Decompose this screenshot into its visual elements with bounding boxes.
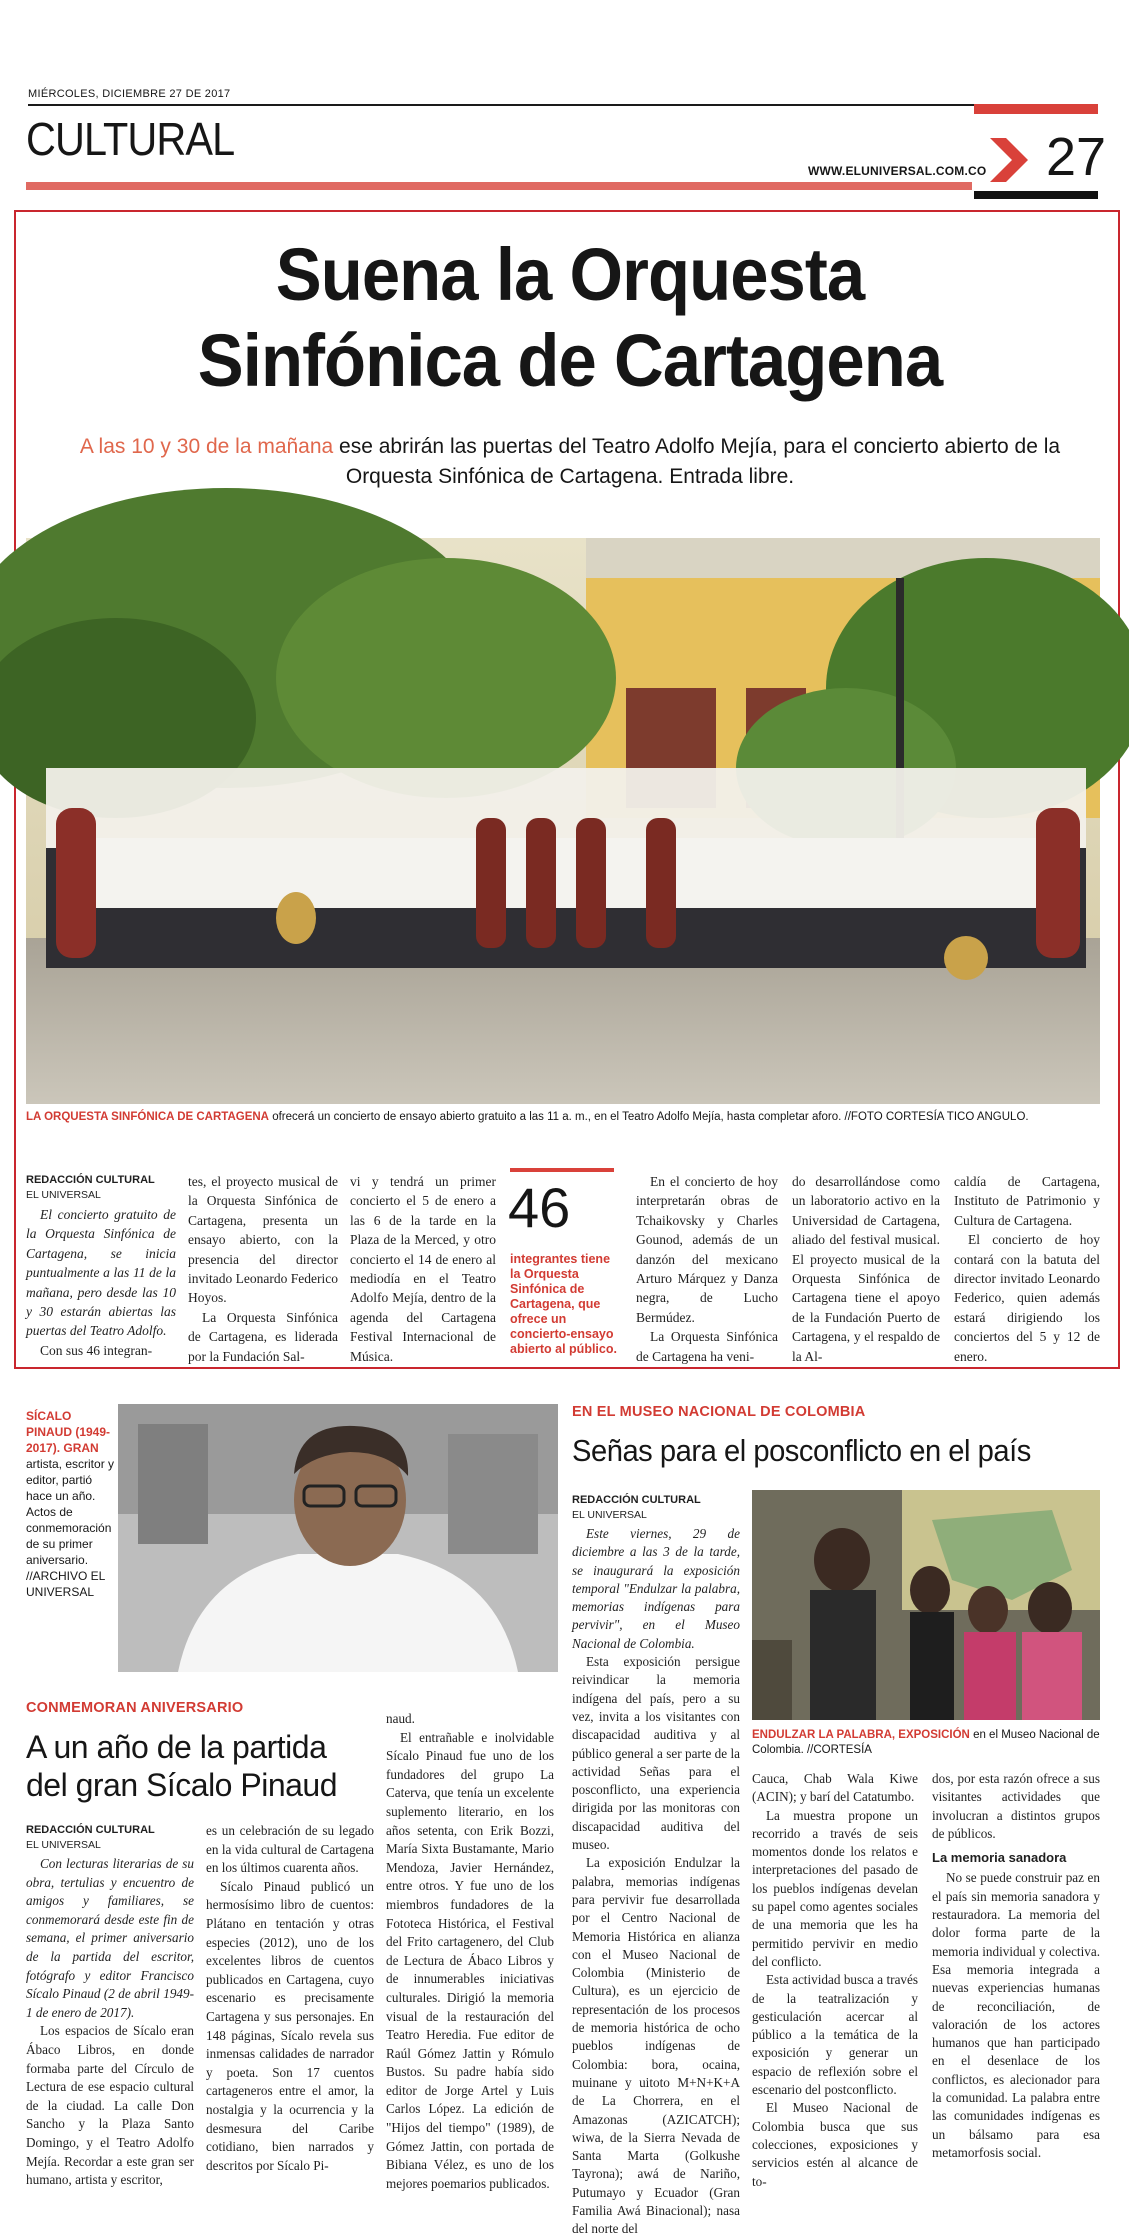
section-title: CULTURAL — [26, 113, 235, 165]
subhead: La memoria sanadora — [932, 1850, 1067, 1866]
paragraph: La Orquesta Sinfónica de Cartagena ha veni- — [636, 1329, 778, 1364]
main-column-1 — [26, 1172, 176, 1360]
paragraph: Esta actividad busca a través de la teatralización y gesticulación acercar al público a la temática de la exposición y generar un espacio de reflexión sobre el escenario del postconflicto. — [752, 1972, 918, 2098]
issue-date: MIÉRCOLES, DICIEMBRE 27 DE 2017 — [28, 88, 231, 100]
museo-column-3 — [932, 1770, 1100, 2162]
museo-photo — [752, 1490, 1100, 1720]
header-rule — [28, 104, 1098, 106]
red-arrow-icon — [984, 134, 1044, 186]
byline: REDACCIÓN CULTURAL — [26, 1824, 155, 1836]
paragraph: caldía de Cartagena, Instituto de Patrimonio y Cultura de Cartagena. — [954, 1174, 1100, 1228]
photo-caption — [26, 1110, 1100, 1125]
byline-outlet: EL UNIVERSAL — [572, 1509, 647, 1521]
paragraph: Con sus 46 integran- — [40, 1342, 153, 1358]
orchestra-photo — [26, 538, 1100, 1104]
header-accent-bar — [974, 104, 1098, 114]
paragraph: do desarrollándose como un laboratorio activo en la Universidad de Cartagena, aliado del festival musical. El proyecto musical de la Orquesta Sinfónica de Cartagena tiene el apoyo de la Fundación Puerto de Cartagena, y el respaldo de la Al- — [792, 1174, 940, 1364]
stat-rule — [510, 1168, 614, 1172]
museo-kicker: EN EL MUSEO NACIONAL DE COLOMBIA — [572, 1404, 866, 1420]
pinaud-column-3 — [386, 1710, 554, 2193]
byline: REDACCIÓN CULTURAL — [572, 1494, 701, 1506]
paragraph: El Museo Nacional de Colombia busca que sus colecciones, exposiciones y servicios estén al alcance de to- — [752, 2100, 918, 2189]
main-column-2 — [188, 1172, 338, 1366]
lead-paragraph: Este viernes, 29 de diciembre a las 3 de la tarde, se inaugurará la exposición temporal "Endulzar la palabra, memorias indígenas para pervivir", en el Museo Nacional de Colombia. — [572, 1526, 740, 1651]
side-caption-lead: SÍCALO PINAUD (1949-2017). GRAN — [26, 1409, 111, 1455]
paragraph: El concierto de hoy contará con la batuta del director invitado Leonardo Federico, quien además estará dirigiendo los conciertos del 5 y 12 de enero. — [954, 1232, 1100, 1364]
paragraph: naud. — [386, 1711, 415, 1726]
paragraph: En el concierto de hoy interpretarán obras de Tchaikovsky y Charles Gounod, además de un danzón del mexicano Arturo Márquez y Danza negra, de Lucho Bermúdez. — [636, 1174, 778, 1325]
main-deck — [40, 432, 1100, 492]
headline-line-1: Suena la Orquesta — [275, 233, 865, 316]
museo-column-2 — [752, 1770, 918, 2191]
byline-outlet: EL UNIVERSAL — [26, 1839, 101, 1851]
paragraph: Los espacios de Sícalo eran Ábaco Libros, en donde formaba parte del Círculo de Lectura de ese espacio cultural de la ciudad. La calle Don Sancho y la Plaza Santo Domingo, y el Teatro Adolfo Mejía. Recordar a este gran ser humano, artista y escritor, — [26, 2023, 194, 2188]
paragraph: Cauca, Chab Wala Kiwe (ACIN); y barí del Catatumbo. — [752, 1771, 918, 1805]
main-column-3 — [350, 1172, 496, 1366]
page-number: 27 — [1046, 127, 1107, 187]
side-caption-text: artista, escritor y editor, partió hace un año. Actos de conmemoración de su primer aniversario. //ARCHIVO EL UNIVERSAL — [26, 1457, 115, 1599]
paragraph: dos, por esta razón ofrece a sus visitantes actividades que involucran a distintos grupos de públicos. — [932, 1771, 1100, 1841]
section-red-bar — [26, 182, 972, 190]
caption-text: ofrecerá un concierto de ensayo abierto gratuito a las 11 a. m., en el Teatro Adolfo Mejía, hasta completar aforo. //FOTO CORTESÍA TICO ANGULO. — [269, 1111, 1029, 1123]
caption-lead: ENDULZAR LA PALABRA, EXPOSICIÓN — [752, 1729, 970, 1741]
museo-headline: Señas para el posconflicto en el país — [572, 1433, 1031, 1468]
pinaud-photo — [118, 1404, 558, 1672]
pinaud-side-caption — [26, 1408, 116, 1600]
caption-lead: LA ORQUESTA SINFÓNICA DE CARTAGENA — [26, 1111, 269, 1123]
paragraph: La Orquesta Sinfónica de Cartagena, es liderada por la Fundación Sal- — [188, 1309, 338, 1364]
paragraph: El entrañable e inolvidable Sícalo Pinaud fue uno de los fundadores del grupo La Caterva, que tenía un excelente suplemento literario, en los años setenta, con Erik Bozzi, María Sixta Bustamante, Mario Mendoza, Javier Hernández, entre otros. Y fue uno de los miembros fundadores de la Fototeca Histórica, el Festival del Frito cartagenero, del Club de Lectura de Ábaco Libros y de innumerables iniciativas culturales. Dirigió la memoria visual de la restauración del Teatro Heredia. Fue editor de Raúl Gómez Jattin y Rómulo Bustos. Su padre había sido editor de Jorge Artel y Luis Carlos López. La edición de "Hijos del tiempo" (1989), de Gómez Jattin, con portada de Bibiana Vélez, es uno de los mejores poemarios publicados. — [386, 1729, 554, 2191]
lead-paragraph: Con lecturas literarias de su obra, tertulias y encuentro de amigos y familiares, se conmemorará desde este fin de semana, el primer aniversario de la partida del escritor, fotógrafo y editor Francisco Sícalo Pinaud (2 de abril 1949-1 de enero de 2017). — [26, 1856, 194, 2020]
paragraph: Sícalo Pinaud publicó un hermosísimo libro de cuentos: Plátano en tentación y otras especies (2012), uno de los excelentes libros de cuentos publicados en Cartagena, cuyo escenario es precisamente Cartagena y sus personajes. En 148 páginas, Sícalo revela sus inmensas calidades de narrador y poeta. Son 17 cuentos cartageneros entre el amor, la nostalgia y la ocurrencia y la desmesura del Caribe cotidiano, bien narrados y descritos por Sícalo Pi- — [206, 1878, 374, 2173]
paragraph: tes, el proyecto musical de la Orquesta Sinfónica de Cartagena, presenta un ensayo abierto, con la presencia del director invitado Leonardo Federico Hoyos. — [188, 1174, 338, 1306]
stat-number: 46 — [508, 1176, 571, 1239]
pinaud-kicker: CONMEMORAN ANIVERSARIO — [26, 1700, 244, 1716]
main-column-7 — [954, 1172, 1100, 1366]
byline: REDACCIÓN CULTURAL — [26, 1174, 155, 1186]
main-headline — [77, 232, 1063, 404]
museo-column-1 — [572, 1492, 740, 2239]
headline-line-2: Sinfónica de Cartagena — [197, 319, 943, 402]
site-url: WWW.ELUNIVERSAL.COM.CO — [808, 164, 987, 178]
paragraph: es un celebración de su legado en la vida cultural de Cartagena en los últimos cuarenta años. — [206, 1823, 374, 1876]
paragraph: vi y tendrá un primer concierto el 5 de enero a las 6 de la tarde en la Plaza de la Merced, y otro concierto el 14 de enero al mediodía en el Teatro Adolfo Mejía, dentro de la agenda del Cartagena Festival Internacional de Música. — [350, 1174, 496, 1364]
museo-photo-caption — [752, 1728, 1100, 1758]
paragraph: La exposición Endulzar la palabra, memorias indígenas para pervivir fue desarrollada por el Centro Nacional de Memoria Histórica en alianza con el Museo Nacional de Colombia (Ministerio de Cultura), es un ejercicio de representación de los procesos de memoria histórica de ocho pueblos indígenas de Colombia: bora, ocaina, muinane y uitoto M+N+K+A de La Chorrera, en el Amazonas (AZICATCH); wiwa, de la Sierra Nevada de Santa Marta (Golkushe Tayrona); awá de Nariño, Putumayo y Ecuador (Gran Familia Awá Binacional); nasa del norte del — [572, 1855, 740, 2237]
paragraph: La muestra propone un recorrido a través de seis momentos donde los relatos e interpretaciones del pasado de los pueblos indígenas develan su papel como agentes sociales de una memoria que les ha permitido pervivir en medio del conflicto. — [752, 1807, 918, 1969]
byline-outlet: EL UNIVERSAL — [26, 1189, 101, 1201]
deck-highlight: A las 10 y 30 de la mañana — [79, 435, 334, 458]
lead-paragraph: El concierto gratuito de la Orquesta Sinfónica de Cartagena, se inicia puntualmente a las 11 de la mañana, pero desde las 10 y 30 estarán abiertas las puertas del Teatro Adolfo. — [26, 1207, 176, 1339]
page-number-bar — [974, 191, 1098, 199]
deck-text: ese abrirán las puertas del Teatro Adolfo Mejía, para el concierto abierto de la Orquesta Sinfónica de Cartagena. Entrada libre. — [333, 435, 1061, 488]
pinaud-column-1 — [26, 1822, 194, 2190]
pinaud-headline: A un año de la partida del gran Sícalo Pinaud — [26, 1729, 337, 1803]
pinaud-column-2 — [206, 1822, 374, 2175]
caption-text: en el Museo Nacional de Colombia. //CORTESÍA — [752, 1729, 1100, 1756]
main-column-5 — [636, 1172, 778, 1366]
paragraph: Esta exposición persigue reivindicar la memoria indígena del país, pero a su vez, invita a los visitantes con discapacidad auditiva y al público general a ser parte de la actividad Señas para el posconflicto, una experiencia dirigida por las monitoras con discapacidad auditiva del museo. — [572, 1654, 740, 1853]
stat-text: integrantes tiene la Orquesta Sinfónica de Cartagena, que ofrece un concierto-ensayo abierto al público. — [510, 1252, 617, 1356]
paragraph: No se puede construir paz en el país sin memoria sanadora y restauradora. La memoria del dolor forma parte de la memoria individual y colectiva. Esa memoria integrada a nuevas experiencias humanas de reconciliación, de valoración de los actores humanos que han participado en el desenlace de los conflictos, es alecionador para la comunidad. La palabra entre las comunidades indígenas es un bálsamo para esa metamorfosis social. — [932, 1870, 1100, 2160]
main-column-6 — [792, 1172, 940, 1366]
